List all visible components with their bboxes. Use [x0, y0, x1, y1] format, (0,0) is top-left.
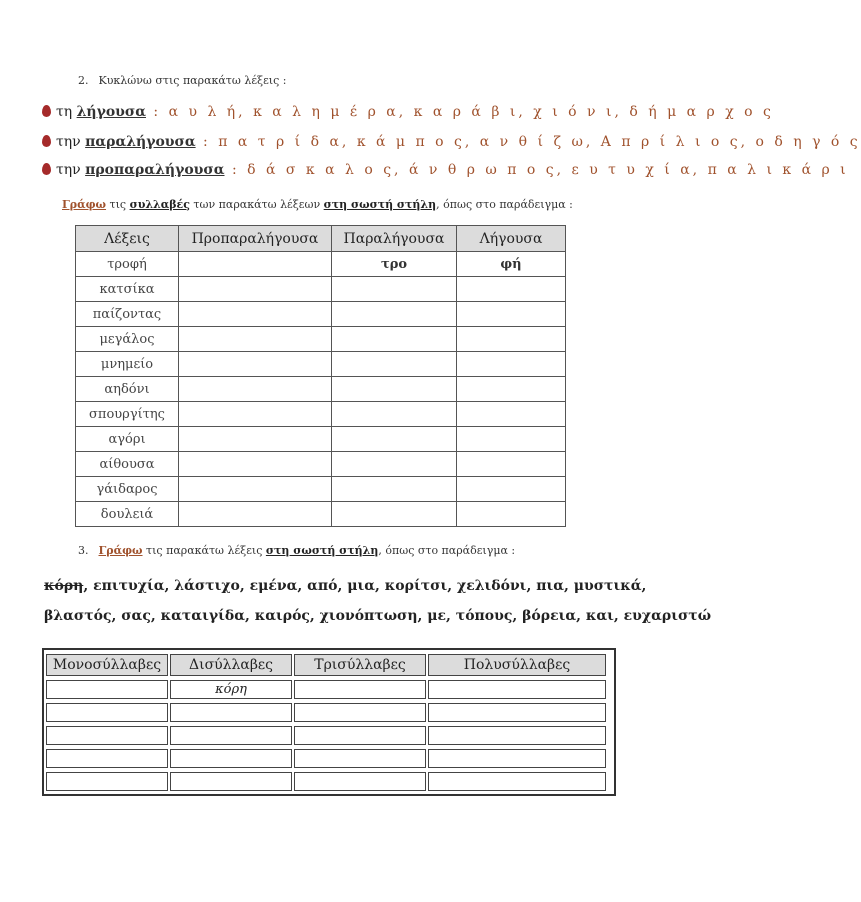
word-cell: αηδόνι: [76, 377, 179, 402]
instruction-text: τις: [106, 198, 130, 211]
answer-cell[interactable]: [332, 452, 457, 477]
question-number: 2.: [78, 74, 89, 87]
answer-cell[interactable]: [332, 352, 457, 377]
answer-cell[interactable]: [179, 252, 332, 277]
question-number: 3.: [78, 544, 89, 557]
answer-cell[interactable]: [294, 726, 426, 745]
answer-cell[interactable]: [294, 680, 426, 699]
instruction-text: , όπως στο παράδειγμα :: [378, 544, 516, 557]
word-list-line-1: [44, 578, 646, 594]
row-words: : δ ά σ κ α λ ο ς, ά ν θ ρ ω π ο ς, ε υ τ υ χ ί α, π α λ ι κ ά ρ ι: [224, 162, 849, 178]
row-prefix: την: [56, 162, 81, 178]
instruction-verb: Γράφω: [98, 544, 143, 557]
word-list-text: , επιτυχία, λάστιχο, εμένα, από, μια, κορίτσι, χελιδόνι, πια, μυστικά,: [83, 578, 647, 594]
answer-cell[interactable]: [294, 772, 426, 791]
circle-row-proparaligousa: [42, 162, 849, 178]
table-row: [76, 252, 566, 277]
word-cell: αίθουσα: [76, 452, 179, 477]
answer-cell[interactable]: [179, 352, 332, 377]
answer-cell[interactable]: [457, 377, 566, 402]
answer-cell[interactable]: [428, 726, 606, 745]
row-term: λήγουσα: [76, 104, 146, 120]
answer-cell[interactable]: [294, 703, 426, 722]
circle-row-paraligousa: [42, 134, 861, 150]
word-cell: παίζοντας: [76, 302, 179, 327]
answer-cell[interactable]: [170, 772, 292, 791]
row-term: προπαραλήγουσα: [85, 162, 225, 178]
syllables-table: [75, 225, 566, 527]
answer-cell[interactable]: [332, 277, 457, 302]
column-header: Λήγουσα: [457, 226, 566, 252]
question-text: Κυκλώνω στις παρακάτω λέξεις :: [98, 74, 287, 87]
answer-cell[interactable]: [457, 502, 566, 527]
answer-cell[interactable]: [170, 703, 292, 722]
answer-cell[interactable]: [332, 327, 457, 352]
word-cell: αγόρι: [76, 427, 179, 452]
answer-cell[interactable]: [46, 749, 168, 768]
table-row: [76, 502, 566, 527]
instruction-text: , όπως στο παράδειγμα :: [436, 198, 573, 211]
answer-cell[interactable]: [179, 327, 332, 352]
table-row: [46, 703, 606, 722]
table-row: [76, 302, 566, 327]
table-row: [46, 726, 606, 745]
row-words: : α υ λ ή, κ α λ η μ έ ρ α, κ α ρ ά β ι, χ ι ό ν ι, δ ή μ α ρ χ ο ς: [145, 104, 774, 120]
word-cell: τροφή: [76, 252, 179, 277]
answer-cell[interactable]: [46, 726, 168, 745]
table-header-row: [46, 654, 606, 676]
answer-cell[interactable]: [46, 772, 168, 791]
answer-cell[interactable]: [457, 452, 566, 477]
table-header-row: [76, 226, 566, 252]
answer-cell[interactable]: [332, 302, 457, 327]
instruction-column: στη σωστή στήλη: [323, 198, 437, 211]
answer-cell[interactable]: [457, 352, 566, 377]
word-cell: κατσίκα: [76, 277, 179, 302]
table-row: [46, 749, 606, 768]
answer-cell[interactable]: [46, 680, 168, 699]
answer-cell[interactable]: [170, 749, 292, 768]
table-row: [76, 427, 566, 452]
instruction-text: τις παρακάτω λέξεις: [142, 544, 266, 557]
column-header: Παραλήγουσα: [332, 226, 457, 252]
drop-bullet-icon: [42, 135, 51, 147]
column-header: Λέξεις: [76, 226, 179, 252]
word-cell: γάιδαρος: [76, 477, 179, 502]
answer-cell[interactable]: [332, 377, 457, 402]
answer-cell[interactable]: [179, 502, 332, 527]
answer-cell[interactable]: [457, 402, 566, 427]
instruction-verb: Γράφω: [62, 198, 107, 211]
answer-cell[interactable]: [179, 277, 332, 302]
answer-cell[interactable]: [332, 402, 457, 427]
answer-cell[interactable]: [428, 680, 606, 699]
answer-cell[interactable]: [428, 772, 606, 791]
column-header: Τρισύλλαβες: [294, 654, 426, 676]
column-header: Δισύλλαβες: [170, 654, 292, 676]
answer-cell[interactable]: [457, 302, 566, 327]
answer-cell[interactable]: τρο: [332, 252, 457, 277]
answer-cell[interactable]: [428, 703, 606, 722]
syllables-instruction: [62, 198, 573, 211]
answer-cell[interactable]: [179, 477, 332, 502]
answer-cell[interactable]: [457, 427, 566, 452]
answer-cell[interactable]: [332, 427, 457, 452]
answer-cell[interactable]: [332, 477, 457, 502]
row-prefix: την: [56, 134, 81, 150]
answer-cell[interactable]: [179, 427, 332, 452]
answer-cell[interactable]: κόρη: [170, 680, 292, 699]
row-words: : π α τ ρ ί δ α, κ ά μ π ο ς, α ν θ ί ζ ω, Α π ρ ί λ ι ο ς, ο δ η γ ό ς: [195, 134, 861, 150]
word-list-line-2: [44, 608, 711, 624]
row-term: παραλήγουσα: [85, 134, 196, 150]
answer-cell[interactable]: [179, 452, 332, 477]
word-cell: σπουργίτης: [76, 402, 179, 427]
table-row: [76, 327, 566, 352]
row-prefix: τη: [56, 104, 73, 120]
drop-bullet-icon: [42, 163, 51, 175]
word-cell: μνημείο: [76, 352, 179, 377]
word-cell: δουλειά: [76, 502, 179, 527]
instruction-column: στη σωστή στήλη: [265, 544, 379, 557]
answer-cell[interactable]: [179, 302, 332, 327]
question-3-title: [78, 544, 515, 557]
drop-bullet-icon: [42, 105, 51, 117]
column-header: Προπαραλήγουσα: [179, 226, 332, 252]
answer-cell[interactable]: φή: [457, 252, 566, 277]
answer-cell[interactable]: [457, 277, 566, 302]
instruction-text: των παρακάτω λέξεων: [189, 198, 324, 211]
answer-cell[interactable]: [170, 726, 292, 745]
circle-row-ligousa: [42, 104, 774, 120]
answer-cell[interactable]: [179, 402, 332, 427]
table-row: [76, 377, 566, 402]
table-row: [76, 277, 566, 302]
column-header: Πολυσύλλαβες: [428, 654, 606, 676]
table-row: [76, 477, 566, 502]
answer-cell[interactable]: [457, 327, 566, 352]
table-row: [76, 452, 566, 477]
instruction-syllables: συλλαβές: [129, 198, 190, 211]
table-row: [76, 352, 566, 377]
table-row: [46, 772, 606, 791]
answer-cell[interactable]: [179, 377, 332, 402]
word-list-text: βλαστός, σας, καταιγίδα, καιρός, χιονόπτωση, με, τόπους, βόρεια, και, ευχαριστώ: [44, 608, 712, 624]
struck-example-word: κόρη: [44, 578, 84, 594]
question-2-title: [78, 74, 286, 87]
table-row: [76, 402, 566, 427]
syllable-count-table: [44, 650, 608, 795]
answer-cell[interactable]: [46, 703, 168, 722]
column-header: Μονοσύλλαβες: [46, 654, 168, 676]
answer-cell[interactable]: [428, 749, 606, 768]
table-row: [46, 680, 606, 699]
word-cell: μεγάλος: [76, 327, 179, 352]
answer-cell[interactable]: [332, 502, 457, 527]
answer-cell[interactable]: [294, 749, 426, 768]
answer-cell[interactable]: [457, 477, 566, 502]
